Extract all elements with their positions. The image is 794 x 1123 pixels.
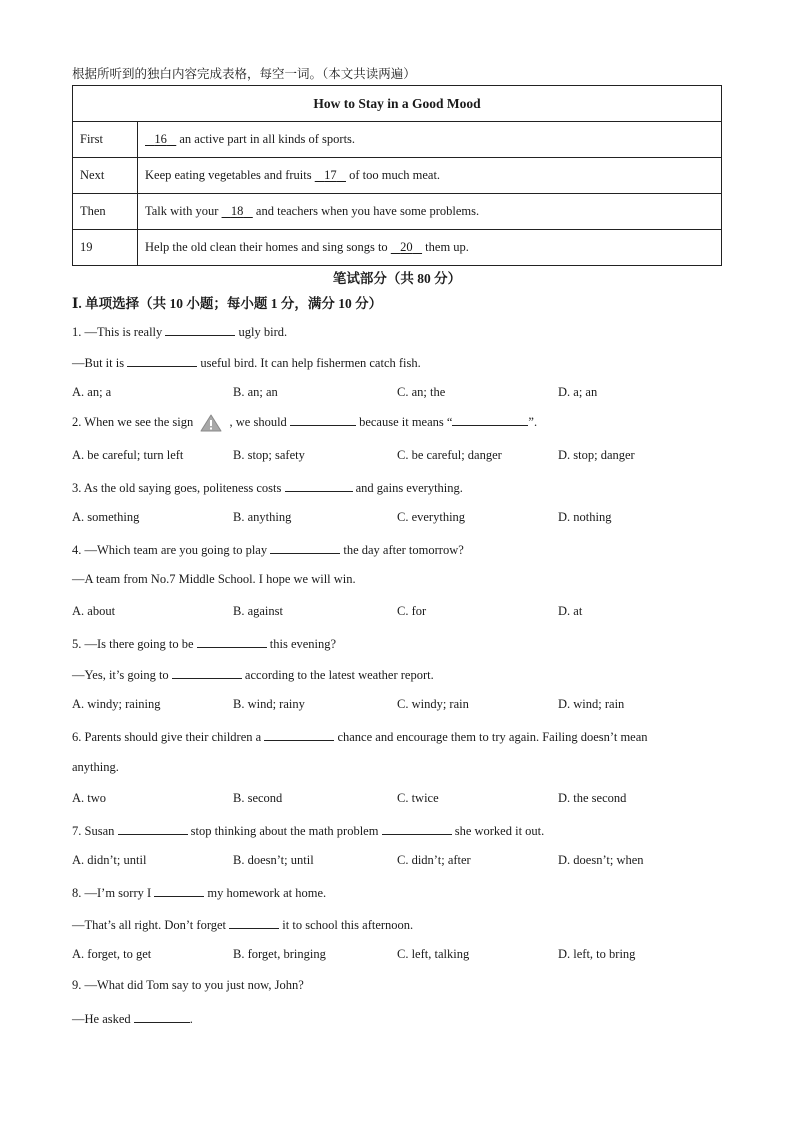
option-c[interactable]: C. twice <box>397 791 439 805</box>
question-9: 9. —What did Tom say to you just now, John? <box>72 978 304 992</box>
option-c[interactable]: C. be careful; danger <box>397 448 502 462</box>
row-content <box>138 122 722 158</box>
question-9-reply: —He asked . <box>72 1012 193 1026</box>
question-5-reply: —Yes, it’s going to according to the latest weather report. <box>72 668 434 682</box>
row-label: Then <box>73 194 138 230</box>
blank-17[interactable]: 17 <box>324 168 337 182</box>
row-label: Next <box>73 158 138 194</box>
answer-blank[interactable] <box>172 666 242 679</box>
question-4: 4. —Which team are you going to play the day after tomorrow? <box>72 543 464 557</box>
warning-sign-icon <box>200 414 222 432</box>
answer-blank[interactable] <box>165 323 235 336</box>
row-content <box>138 230 722 266</box>
option-d[interactable]: D. at <box>558 604 583 618</box>
option-d[interactable]: D. wind; rain <box>558 697 625 711</box>
row-post: them up. <box>425 240 469 254</box>
option-b[interactable]: B. anything <box>233 510 292 524</box>
option-d[interactable]: D. doesn’t; when <box>558 853 644 867</box>
answer-blank[interactable] <box>127 354 197 367</box>
option-a[interactable]: A. an; a <box>72 385 112 399</box>
question-8-reply: —That’s all right. Don’t forget it to school this afternoon. <box>72 918 414 932</box>
question-5: 5. —Is there going to be this evening? <box>72 637 337 651</box>
section-title: 笔试部分（共 80 分） <box>332 271 462 286</box>
option-c[interactable]: C. for <box>397 604 427 618</box>
option-b[interactable]: B. wind; rainy <box>233 697 305 711</box>
question-1: 1. —This is really ugly bird. <box>72 325 288 339</box>
answer-blank[interactable] <box>229 916 279 929</box>
question-1-reply: —But it is useful bird. It can help fishermen catch fish. <box>72 356 421 370</box>
option-c[interactable]: C. windy; rain <box>397 697 469 711</box>
option-c[interactable]: C. left, talking <box>397 947 470 961</box>
blank-16[interactable]: 16 <box>154 132 167 146</box>
question-3: 3. As the old saying goes, politeness costs and gains everything. <box>72 481 463 495</box>
row-post: and teachers when you have some problems. <box>255 204 480 218</box>
question-8: 8. —I’m sorry I my homework at home. <box>72 886 327 900</box>
option-c[interactable]: C. everything <box>397 510 466 524</box>
row-label: 19 <box>73 230 138 266</box>
row-post: of too much meat. <box>349 168 441 182</box>
option-a[interactable]: A. be careful; turn left <box>72 448 184 462</box>
listening-table <box>72 85 722 266</box>
table-row <box>73 230 722 266</box>
option-b[interactable]: B. second <box>233 791 283 805</box>
question-2: 2. When we see the sign , we should because it means “ ”. <box>72 413 537 432</box>
row-content <box>138 194 722 230</box>
option-a[interactable]: A. didn’t; until <box>72 853 147 867</box>
option-b[interactable]: B. stop; safety <box>233 448 305 462</box>
question-7: 7. Susan stop thinking about the math problem she worked it out. <box>72 824 545 838</box>
option-d[interactable]: D. the second <box>558 791 627 805</box>
option-c[interactable]: C. didn’t; after <box>397 853 471 867</box>
blank-20[interactable]: 20 <box>400 240 413 254</box>
answer-blank[interactable] <box>154 884 204 897</box>
answer-blank[interactable] <box>264 728 334 741</box>
option-a[interactable]: A. two <box>72 791 107 805</box>
option-a[interactable]: A. windy; raining <box>72 697 161 711</box>
answer-blank[interactable] <box>285 479 353 492</box>
question-6-cont: anything. <box>72 760 119 774</box>
option-c[interactable]: C. an; the <box>397 385 446 399</box>
option-d[interactable]: D. left, to bring <box>558 947 636 961</box>
row-pre: Keep eating vegetables and fruits <box>145 168 312 182</box>
option-d[interactable]: D. a; an <box>558 385 598 399</box>
answer-blank[interactable] <box>452 413 528 426</box>
answer-blank[interactable] <box>382 822 452 835</box>
option-a[interactable]: A. about <box>72 604 116 618</box>
option-d[interactable]: D. stop; danger <box>558 448 635 462</box>
question-4-reply: —A team from No.7 Middle School. I hope we will win. <box>72 572 356 586</box>
option-d[interactable]: D. nothing <box>558 510 612 524</box>
answer-blank[interactable] <box>290 413 356 426</box>
table-row <box>73 86 722 122</box>
table-row <box>73 194 722 230</box>
row-content <box>138 158 722 194</box>
table-title: How to Stay in a Good Mood <box>73 86 722 122</box>
option-b[interactable]: B. doesn’t; until <box>233 853 314 867</box>
row-pre: Talk with your <box>145 204 219 218</box>
listening-instruction: 根据所听到的独白内容完成表格，每空一词。（本文共读两遍） <box>72 67 416 81</box>
table-row <box>73 158 722 194</box>
row-pre: Help the old clean their homes and sing songs to <box>145 240 388 254</box>
answer-blank[interactable] <box>197 635 267 648</box>
row-label: First <box>73 122 138 158</box>
option-b[interactable]: B. an; an <box>233 385 278 399</box>
row-post: an active part in all kinds of sports. <box>179 132 356 146</box>
part-title: Ⅰ. 单项选择（共 10 小题；每小题 1 分，满分 10 分） <box>72 296 383 311</box>
question-6: 6. Parents should give their children a chance and encourage them to try again. Failing doesn’t mean <box>72 730 648 744</box>
option-a[interactable]: A. something <box>72 510 140 524</box>
answer-blank[interactable] <box>270 541 340 554</box>
answer-blank[interactable] <box>134 1010 190 1023</box>
option-a[interactable]: A. forget, to get <box>72 947 152 961</box>
blank-18[interactable]: 18 <box>230 204 244 218</box>
answer-blank[interactable] <box>118 822 188 835</box>
option-b[interactable]: B. forget, bringing <box>233 947 326 961</box>
option-b[interactable]: B. against <box>233 604 283 618</box>
table-row <box>73 122 722 158</box>
